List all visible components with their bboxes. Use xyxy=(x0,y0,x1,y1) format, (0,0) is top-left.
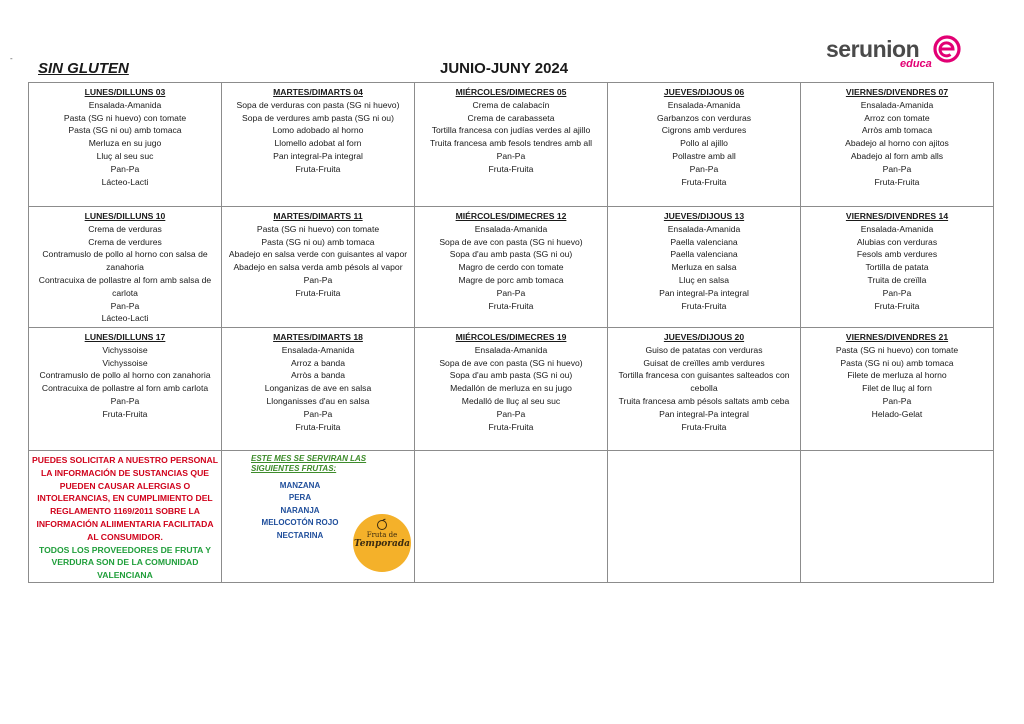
dish-item: Crema de verduras xyxy=(88,223,162,234)
dish-item: Tortilla francesa con judías verdes al ajillo xyxy=(431,125,591,136)
empty-cell xyxy=(608,451,801,583)
day-cell xyxy=(801,328,994,451)
dish-item: Pan-Pa xyxy=(303,408,333,419)
fruits-title: SIGUIENTES FRUTAS: xyxy=(251,464,337,474)
dish-item: Merluza en su jugo xyxy=(88,138,162,149)
dish-item: Pan-Pa xyxy=(496,287,526,298)
dish-item: Abadejo al horno con ajitos xyxy=(845,138,949,149)
badge-text xyxy=(353,531,411,549)
dish-item: Filet de lluç al forn xyxy=(862,383,932,394)
day-heading: LUNES/DILLUNS 03 xyxy=(84,87,166,97)
dish-item: Tortilla francesa con guisantes salteados con cebolla xyxy=(618,370,790,394)
dish-item: Ensalada-Amanida xyxy=(860,99,934,110)
dish-item: Ensalada-Amanida xyxy=(281,344,355,355)
day-cell xyxy=(801,207,994,328)
fruit-item: NECTARINA xyxy=(276,530,324,540)
supplier-notice-line: TODOS LOS PROVEEDORES DE FRUTA Y xyxy=(38,544,212,555)
dish-item: Abadejo en salsa verde con guisantes al vapor xyxy=(228,249,408,260)
day-heading: JUEVES/DIJOUS 20 xyxy=(663,332,745,342)
day-cell xyxy=(29,328,222,451)
dish-item: Pasta (SG ni ou) amb tomaca xyxy=(840,357,954,368)
dish-item: Arroz a banda xyxy=(291,357,345,368)
dish-item: Abadejo al forn amb alls xyxy=(850,150,944,161)
dish-item: Pasta (SG ni huevo) con tomate xyxy=(835,344,959,355)
day-heading: JUEVES/DIJOUS 06 xyxy=(663,87,745,97)
dish-item: Arròs a banda xyxy=(291,370,345,381)
weekly-menu-table xyxy=(28,82,994,583)
dish-item: Crema de calabacín xyxy=(472,99,550,110)
dish-item: Guisat de creïlles amb verdures xyxy=(643,357,765,368)
day-cell xyxy=(222,207,415,328)
fruits-title: ESTE MES SE SERVIRAN LAS xyxy=(251,454,367,463)
week-row xyxy=(29,207,994,328)
dish-item: Ensalada-Amanida xyxy=(667,99,741,110)
day-heading: MIÉRCOLES/DIMECRES 05 xyxy=(455,87,567,97)
badge-small-text: Fruta de xyxy=(366,531,398,539)
seasonal-fruits xyxy=(222,451,415,583)
empty-cell xyxy=(415,451,608,583)
dish-item: Pan integral-Pa integral xyxy=(273,150,363,161)
dish-item: Pasta (SG ni huevo) con tomate xyxy=(63,112,187,123)
day-cell xyxy=(608,207,801,328)
allergen-notice-line: LA INFORMACIÓN DE SUSTANCIAS QUE xyxy=(40,467,210,478)
day-cell xyxy=(29,83,222,207)
dish-item: Fruta-Fruita xyxy=(874,300,920,311)
dish-item: Llonganisses d'au en salsa xyxy=(266,395,370,406)
day-heading: VIERNES/DIVENDRES 07 xyxy=(845,87,949,97)
dish-item: Llomello adobat al forn xyxy=(274,138,362,149)
dish-item: Ensalada-Amanida xyxy=(474,223,548,234)
dish-item: Pasta (SG ni ou) amb tomaca xyxy=(261,236,375,247)
dish-item: Sopa de ave con pasta (SG ni huevo) xyxy=(439,357,583,368)
stray-dash: - xyxy=(10,54,13,63)
fruit-item: NARANJA xyxy=(280,505,320,515)
dish-item: Vichyssoise xyxy=(102,357,148,368)
day-cell xyxy=(29,207,222,328)
dish-item: Pan-Pa xyxy=(110,163,140,174)
dish-item: Contracuixa de pollastre al forn amb salsa de carlota xyxy=(38,274,212,298)
dish-item: Ensalada-Amanida xyxy=(667,223,741,234)
fruit-item: MELOCOTÓN ROJO xyxy=(261,518,339,528)
logo-wordmark: serunion xyxy=(826,36,920,62)
allergen-notice xyxy=(29,451,222,583)
diet-title: SIN GLUTEN xyxy=(38,60,129,77)
dish-item: Longanizas de ave en salsa xyxy=(264,383,372,394)
dish-item: Medallón de merluza en su jugo xyxy=(450,383,572,394)
dish-item: Sopa de verdures amb pasta (SG ni ou) xyxy=(242,112,394,123)
week-row xyxy=(29,328,994,451)
dish-item: Crema de carabasseta xyxy=(467,112,555,123)
info-row xyxy=(29,451,994,583)
dish-item: Arroz con tomate xyxy=(864,112,930,123)
day-cell xyxy=(222,328,415,451)
fruta-temporada-badge xyxy=(353,514,411,572)
allergen-notice-line: INTOLERANCIAS, EN CUMPLIMIENTO DEL xyxy=(37,493,213,504)
dish-item: Truita de creïlla xyxy=(867,274,927,285)
dish-item: Pan integral-Pa integral xyxy=(659,408,749,419)
dish-item: Sopa d'au amb pasta (SG ni ou) xyxy=(449,370,573,381)
dish-item: Arròs amb tomaca xyxy=(861,125,933,136)
day-cell xyxy=(801,83,994,207)
fruit-item: MANZANA xyxy=(279,481,321,490)
empty-cell xyxy=(801,451,994,583)
dish-item: Sopa de verduras con pasta (SG ni huevo) xyxy=(236,99,400,110)
day-cell xyxy=(608,328,801,451)
dish-item: Truita francesa amb fesols tendres amb all xyxy=(429,138,593,149)
dish-item: Tortilla de patata xyxy=(865,262,929,273)
day-heading: VIERNES/DIVENDRES 14 xyxy=(845,211,949,221)
dish-item: Pan-Pa xyxy=(110,395,140,406)
dish-item: Guiso de patatas con verduras xyxy=(645,344,763,355)
dish-item: Lomo adobado al horno xyxy=(272,125,364,136)
serunion-logo xyxy=(826,36,996,76)
dish-item: Lluç en salsa xyxy=(678,274,730,285)
dish-item: Fruta-Fruita xyxy=(488,300,534,311)
dish-item: Pan-Pa xyxy=(496,150,526,161)
day-heading: MARTES/DIMARTS 18 xyxy=(273,332,363,342)
day-cell xyxy=(415,328,608,451)
allergen-notice-line: AL CONSUMIDOR. xyxy=(87,531,163,542)
dish-item: Helado-Gelat xyxy=(871,408,923,419)
dish-item: Paella valenciana xyxy=(670,249,738,260)
dish-item: Pan-Pa xyxy=(496,408,526,419)
fruit-item: PERA xyxy=(288,493,312,503)
dish-item: Paella valenciana xyxy=(670,236,738,247)
dish-item: Fruta-Fruita xyxy=(681,176,727,187)
logo-subtitle: educa xyxy=(900,58,932,70)
dish-item: Ensalada-Amanida xyxy=(860,223,934,234)
day-heading: JUEVES/DIJOUS 13 xyxy=(663,211,745,221)
dish-item: Fesols amb verdures xyxy=(856,249,938,260)
dish-item: Lluç al seu suc xyxy=(96,150,154,161)
dish-item: Lácteo-Lacti xyxy=(101,313,149,324)
day-heading: MARTES/DIMARTS 11 xyxy=(273,211,363,221)
dish-item: Fruta-Fruita xyxy=(295,287,341,298)
allergen-notice-line: INFORMACIÓN ALIIMENTARIA FACILITADA xyxy=(36,518,214,529)
dish-item: Pasta (SG ni ou) amb tomaca xyxy=(68,125,182,136)
month-title: JUNIO-JUNY 2024 xyxy=(440,60,569,77)
dish-item: Pan-Pa xyxy=(882,287,912,298)
serunion-e-icon xyxy=(932,34,962,69)
dish-item: Filete de merluza al horno xyxy=(847,370,947,381)
badge-big-text: Temporada xyxy=(354,539,410,549)
supplier-notice-line: VALENCIANA xyxy=(97,570,153,581)
day-heading: LUNES/DILLUNS 10 xyxy=(84,211,166,221)
dish-item: Contramuslo de pollo al horno con salsa de zanahoria xyxy=(42,249,208,273)
week-row xyxy=(29,83,994,207)
dish-item: Medalló de lluç al seu suc xyxy=(461,395,561,406)
dish-item: Sopa d'au amb pasta (SG ni ou) xyxy=(449,249,573,260)
dish-item: Magro de cerdo con tomate xyxy=(458,262,564,273)
dish-item: Contracuixa de pollastre al forn amb carlota xyxy=(41,383,209,394)
day-heading: MARTES/DIMARTS 04 xyxy=(273,87,363,97)
dish-item: Fruta-Fruita xyxy=(488,163,534,174)
dish-item: Magre de porc amb tomaca xyxy=(458,274,564,285)
dish-item: Pan-Pa xyxy=(303,274,333,285)
dish-item: Pasta (SG ni huevo) con tomate xyxy=(256,223,380,234)
day-cell xyxy=(415,83,608,207)
dish-item: Lácteo-Lacti xyxy=(101,176,149,187)
day-heading: VIERNES/DIVENDRES 21 xyxy=(845,332,949,342)
dish-item: Fruta-Fruita xyxy=(874,176,920,187)
dish-item: Pan-Pa xyxy=(110,300,140,311)
dish-item: Pan-Pa xyxy=(689,163,719,174)
dish-item: Sopa de ave con pasta (SG ni huevo) xyxy=(439,236,583,247)
dish-item: Fruta-Fruita xyxy=(295,421,341,432)
dish-item: Garbanzos con verduras xyxy=(656,112,752,123)
dish-item: Pan-Pa xyxy=(882,163,912,174)
dish-item: Vichyssoise xyxy=(102,344,148,355)
dish-item: Ensalada-Amanida xyxy=(88,99,162,110)
dish-item: Abadejo en salsa verda amb pésols al vapor xyxy=(233,262,403,273)
dish-item: Contramuslo de pollo al horno con zanahoria xyxy=(39,370,211,381)
allergen-notice-line: PUEDEN CAUSAR ALERGIAS O xyxy=(59,480,191,491)
allergen-notice-line: PUEDES SOLICITAR A NUESTRO PERSONAL xyxy=(32,455,218,465)
day-heading: LUNES/DILLUNS 17 xyxy=(84,332,166,342)
dish-item: Cigrons amb verdures xyxy=(661,125,747,136)
dish-item: Crema de verdures xyxy=(88,236,162,247)
dish-item: Fruta-Fruita xyxy=(681,421,727,432)
dish-item: Fruta-Fruita xyxy=(488,421,534,432)
allergen-notice-line: REGLAMENTO 1169/2011 SOBRE LA xyxy=(50,506,200,517)
dish-item: Truita francesa amb pésols saltats amb ceba xyxy=(618,395,790,406)
day-cell xyxy=(222,83,415,207)
dish-item: Ensalada-Amanida xyxy=(474,344,548,355)
day-heading: MIÉRCOLES/DIMECRES 12 xyxy=(455,211,567,221)
dish-item: Merluza en salsa xyxy=(671,262,737,273)
dish-item: Pollastre amb all xyxy=(672,150,736,161)
dish-item: Pan-Pa xyxy=(882,395,912,406)
dish-item: Pan integral-Pa integral xyxy=(659,287,749,298)
dish-item: Pollo al ajillo xyxy=(680,138,728,149)
dish-item: Fruta-Fruita xyxy=(681,300,727,311)
dish-item: Fruta-Fruita xyxy=(295,163,341,174)
dish-item: Alubias con verduras xyxy=(856,236,938,247)
day-cell xyxy=(415,207,608,328)
day-heading: MIÉRCOLES/DIMECRES 19 xyxy=(455,332,567,342)
supplier-notice-line: VERDURA SON DE LA COMUNIDAD xyxy=(51,557,199,568)
day-cell xyxy=(608,83,801,207)
dish-item: Fruta-Fruita xyxy=(102,408,148,419)
